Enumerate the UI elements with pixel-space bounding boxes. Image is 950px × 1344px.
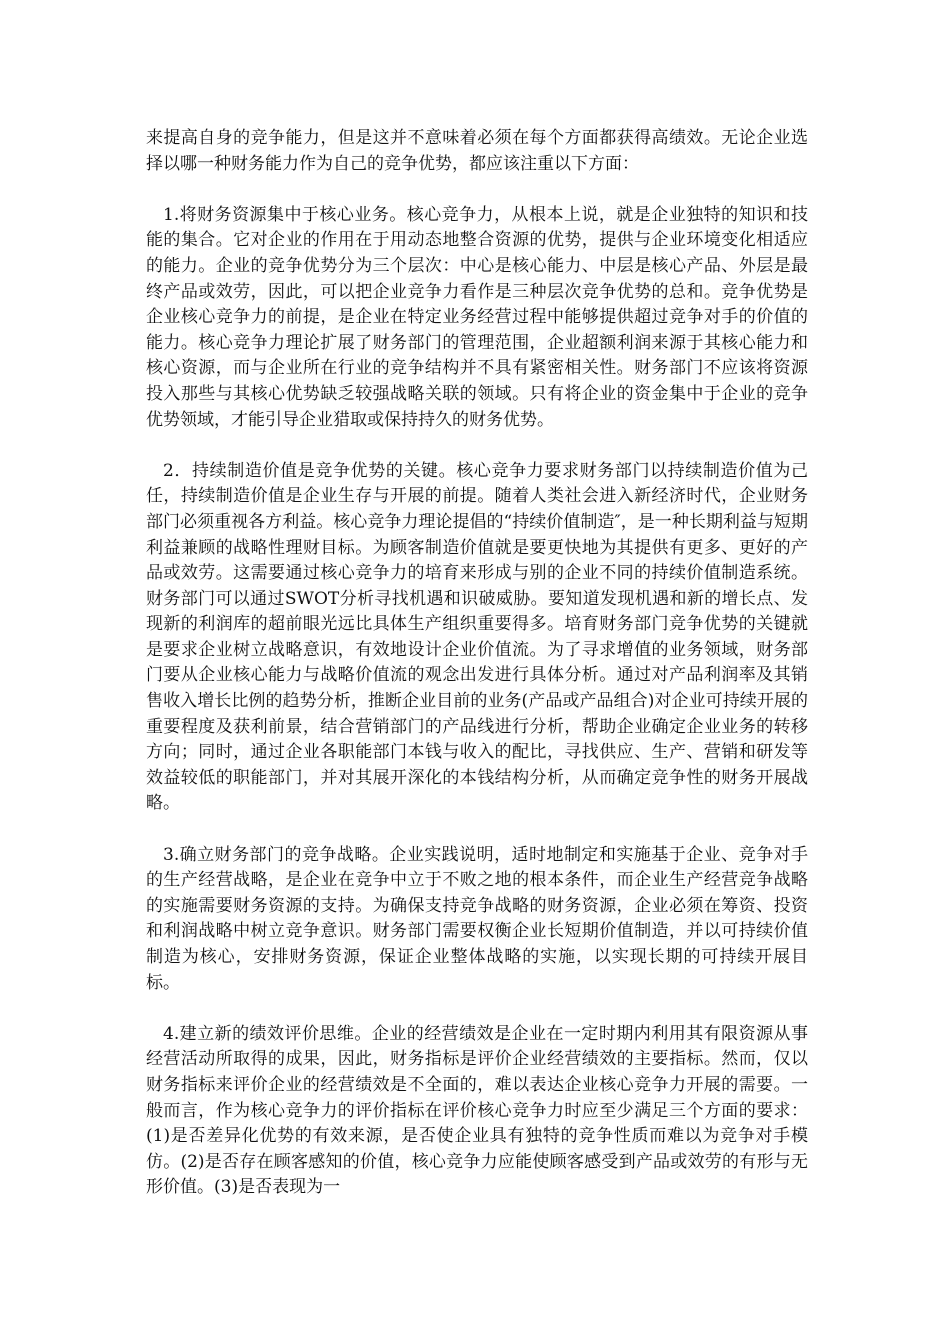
intro-paragraph: 来提高自身的竞争能力，但是这并不意味着必须在每个方面都获得高绩效。无论企业选择以哪一种财务能力作为自己的竞争优势，都应该注重以下方面： — [146, 128, 808, 174]
document-body — [146, 126, 808, 1227]
section-2-paragraph: 2．持续制造价值是竞争优势的关键。核心竞争力要求财务部门以持续制造价值为己任，持续制造价值是企业生存与开展的前提。随着人类社会进入新经济时代，企业财务部门必须重视各方利益。核心竞争力理论提倡的“持续价值制造″，是一种长期利益与短期利益兼顾的战略性理财目标。为顾客制造价值就是要更快地为其提供有更多、更好的产品或效劳。这需要通过核心竞争力的培育来形成与别的企业不同的持续价值制造系统。财务部门可以通过SWOT分析寻找机遇和识破威胁。要知道发现机遇和新的增长点、发现新的利润库的超前眼光远比具体生产组织重要得多。培育财务部门竞争优势的关键就是要求企业树立战略意识，有效地设计企业价值流。为了寻求增值的业务领域，财务部门要从企业核心能力与战略价值流的观念出发进行具体分析。通过对产品利润率及其销售收入增长比例的趋势分析，推断企业目前的业务(产品或产品组合)对企业可持续开展的重要程度及获利前景，结合营销部门的产品线进行分析，帮助企业确定企业业务的转移方向；同时，通过企业各职能部门本钱与收入的配比，寻找供应、生产、营销和研发等效益较低的职能部门，并对其展开深化的本钱结构分析，从而确定竞争性的财务开展战略。 — [146, 460, 808, 814]
section-4-paragraph: 4.建立新的绩效评价思维。企业的经营绩效是企业在一定时期内利用其有限资源从事经营活动所取得的成果，因此，财务指标是评价企业经营绩效的主要指标。然而，仅以财务指标来评价企业的经营绩效是不全面的，难以表达企业核心竞争力开展的需要。一般而言，作为核心竞争力的评价指标在评价核心竞争力时应至少满足三个方面的要求：(1)是否差异化优势的有效来源，是否使企业具有独特的竞争性质而难以为竞争对手模仿。(2)是否存在顾客感知的价值，核心竞争力应能使顾客感受到产品或效劳的有形与无形价值。(3)是否表现为一 — [146, 1023, 808, 1198]
section-3-paragraph: 3.确立财务部门的竞争战略。企业实践说明，适时地制定和实施基于企业、竞争对手的生产经营战略，是企业在竞争中立于不败之地的根本条件，而企业生产经营竞争战略的实施需要财务资源的支持。为确保支持竞争战略的财务资源，企业必须在筹资、投资和利润战略中树立竞争意识。财务部门需要权衡企业长短期价值制造，并以可持续价值制造为核心，安排财务资源，保证企业整体战略的实施，以实现长期的可持续开展目标。 — [146, 844, 808, 993]
section-1-paragraph: 1.将财务资源集中于核心业务。核心竞争力，从根本上说，就是企业独特的知识和技能的集合。它对企业的作用在于用动态地整合资源的优势，提供与企业环境变化相适应的能力。企业的竞争优势分为三个层次：中心是核心能力、中层是核心产品、外层是最终产品或效劳，因此，可以把企业竞争力看作是三种层次竞争优势的总和。竞争优势是企业核心竞争力的前提，是企业在特定业务经营过程中能够提供超过竞争对手的价值的能力。核心竞争力理论扩展了财务部门的管理范围，企业超额利润来源于其核心能力和核心资源，而与企业所在行业的竞争结构并不具有紧密相关性。财务部门不应该将资源投入那些与其核心优势缺乏较强战略关联的领域。只有将企业的资金集中于企业的竞争优势领域，才能引导企业猎取或保持持久的财务优势。 — [146, 204, 808, 430]
